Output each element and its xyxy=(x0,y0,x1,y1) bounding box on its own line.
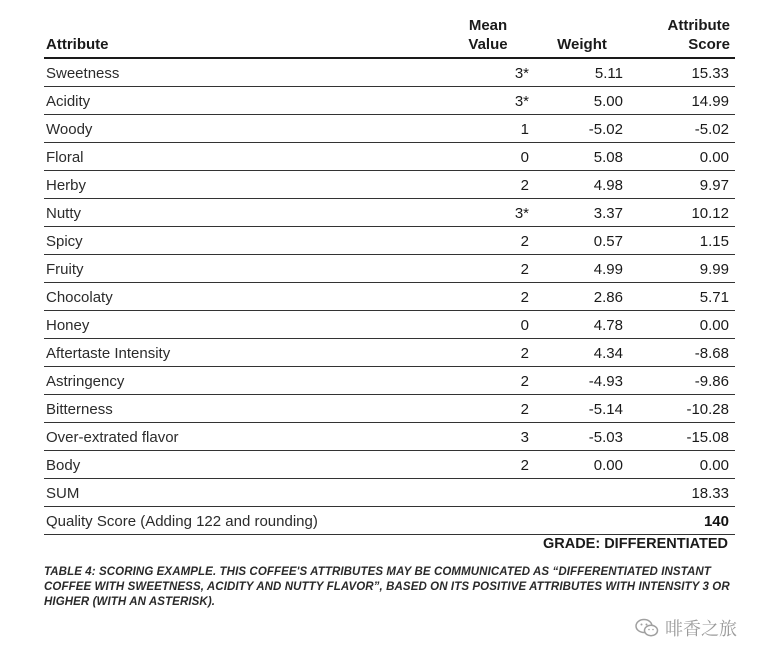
cell-attribute: Aftertaste Intensity xyxy=(46,345,171,362)
cell-attribute-score: 0.00 xyxy=(699,457,729,474)
scoring-table xyxy=(44,59,735,535)
cell-weight: 4.98 xyxy=(593,177,623,194)
cell-weight: 5.00 xyxy=(593,93,623,110)
cell-attribute-score: 0.00 xyxy=(699,149,729,166)
table-row xyxy=(44,199,735,227)
cell-mean-value: 0 xyxy=(520,149,529,166)
watermark-text: 啡香之旅 xyxy=(665,619,737,640)
cell-mean-value: 3* xyxy=(514,93,529,110)
cell-attribute: Astringency xyxy=(46,373,125,390)
table-row xyxy=(44,143,735,171)
cell-attribute: Body xyxy=(46,457,81,474)
table-row xyxy=(44,423,735,451)
cell-weight: 5.08 xyxy=(593,149,623,166)
quality-score-value: 140 xyxy=(703,513,729,530)
cell-attribute: Acidity xyxy=(46,93,91,110)
table-row xyxy=(44,87,735,115)
cell-attribute-score: 5.71 xyxy=(699,289,729,306)
cell-attribute: Herby xyxy=(46,177,87,194)
cell-attribute-score: -5.02 xyxy=(694,121,729,138)
cell-attribute: Nutty xyxy=(46,205,82,222)
cell-attribute-score: -8.68 xyxy=(694,345,729,362)
cell-mean-value: 3 xyxy=(520,429,529,446)
cell-weight: -5.02 xyxy=(588,121,623,138)
cell-mean-value: 0 xyxy=(520,317,529,334)
watermark xyxy=(635,615,737,641)
cell-attribute: Bitterness xyxy=(46,401,113,418)
quality-score-label: Quality Score (Adding 122 and rounding) xyxy=(46,513,318,530)
sum-score: 18.33 xyxy=(691,485,729,502)
cell-weight: 4.99 xyxy=(593,261,623,278)
table-row xyxy=(44,311,735,339)
cell-mean-value: 2 xyxy=(520,261,529,278)
table-row xyxy=(44,227,735,255)
sum-row xyxy=(44,479,735,507)
cell-attribute-score: 1.15 xyxy=(699,233,729,250)
cell-attribute-score: 15.33 xyxy=(691,65,729,82)
table-row xyxy=(44,367,735,395)
cell-mean-value: 2 xyxy=(520,373,529,390)
wechat-icon xyxy=(635,618,659,638)
cell-attribute-score: 10.12 xyxy=(691,205,729,222)
table-row xyxy=(44,283,735,311)
cell-weight: -5.03 xyxy=(588,429,623,446)
cell-weight: 0.57 xyxy=(593,233,623,250)
cell-attribute: Honey xyxy=(46,317,90,334)
table-row xyxy=(44,339,735,367)
cell-weight: 5.11 xyxy=(594,65,623,82)
cell-attribute-score: 9.97 xyxy=(699,177,729,194)
cell-mean-value: 2 xyxy=(520,401,529,418)
cell-attribute: Fruity xyxy=(46,261,84,278)
cell-weight: 4.78 xyxy=(593,317,623,334)
table-caption: TABLE 4: SCORING EXAMPLE. THIS COFFEE'S ATTRIBUTES MAY BE COMMUNICATED AS “DIFFERENTIATED INSTANT COFFEE WITH SWEETNESS, ACIDITY AND NUTTY FLAVOR”, BASED ON ITS POSITIVE ATTRIBUTES WITH INTENSITY 3 OR HIGHER (WITH AN ASTERISK). xyxy=(44,566,730,608)
cell-attribute: Chocolaty xyxy=(46,289,113,306)
cell-weight: -5.14 xyxy=(588,401,623,418)
table-row xyxy=(44,255,735,283)
quality-score-row xyxy=(44,507,735,535)
header-attribute: Attribute xyxy=(46,36,109,53)
cell-mean-value: 2 xyxy=(520,289,529,306)
cell-attribute-score: -10.28 xyxy=(686,401,729,418)
table-row xyxy=(44,115,735,143)
header-attribute-score: Attribute Score xyxy=(667,17,730,53)
table-row xyxy=(44,395,735,423)
cell-attribute: Over-extrated flavor xyxy=(46,429,179,446)
cell-weight: 4.34 xyxy=(593,345,623,362)
cell-attribute-score: 0.00 xyxy=(699,317,729,334)
cell-attribute-score: -15.08 xyxy=(686,429,729,446)
grade-label: GRADE: DIFFERENTIATED xyxy=(542,536,728,552)
cell-weight: -4.93 xyxy=(588,373,623,390)
cell-mean-value: 3* xyxy=(514,65,529,82)
cell-attribute-score: 9.99 xyxy=(699,261,729,278)
cell-mean-value: 2 xyxy=(520,457,529,474)
cell-attribute-score: -9.86 xyxy=(694,373,729,390)
cell-attribute: Floral xyxy=(46,149,84,166)
cell-mean-value: 3* xyxy=(514,205,529,222)
sum-label: SUM xyxy=(46,485,80,502)
cell-attribute-score: 14.99 xyxy=(691,93,729,110)
table-row xyxy=(44,171,735,199)
cell-mean-value: 2 xyxy=(520,177,529,194)
header-weight: Weight xyxy=(557,36,607,53)
cell-weight: 3.37 xyxy=(593,205,623,222)
cell-attribute: Spicy xyxy=(46,233,83,250)
cell-attribute: Woody xyxy=(46,121,93,138)
header-mean-value: Mean Value xyxy=(468,17,508,53)
cell-mean-value: 2 xyxy=(520,345,529,362)
cell-mean-value: 1 xyxy=(520,121,529,138)
table-row xyxy=(44,59,735,87)
cell-attribute: Sweetness xyxy=(46,65,120,82)
cell-weight: 2.86 xyxy=(593,289,623,306)
cell-mean-value: 2 xyxy=(520,233,529,250)
cell-weight: 0.00 xyxy=(593,457,623,474)
table-row xyxy=(44,451,735,479)
